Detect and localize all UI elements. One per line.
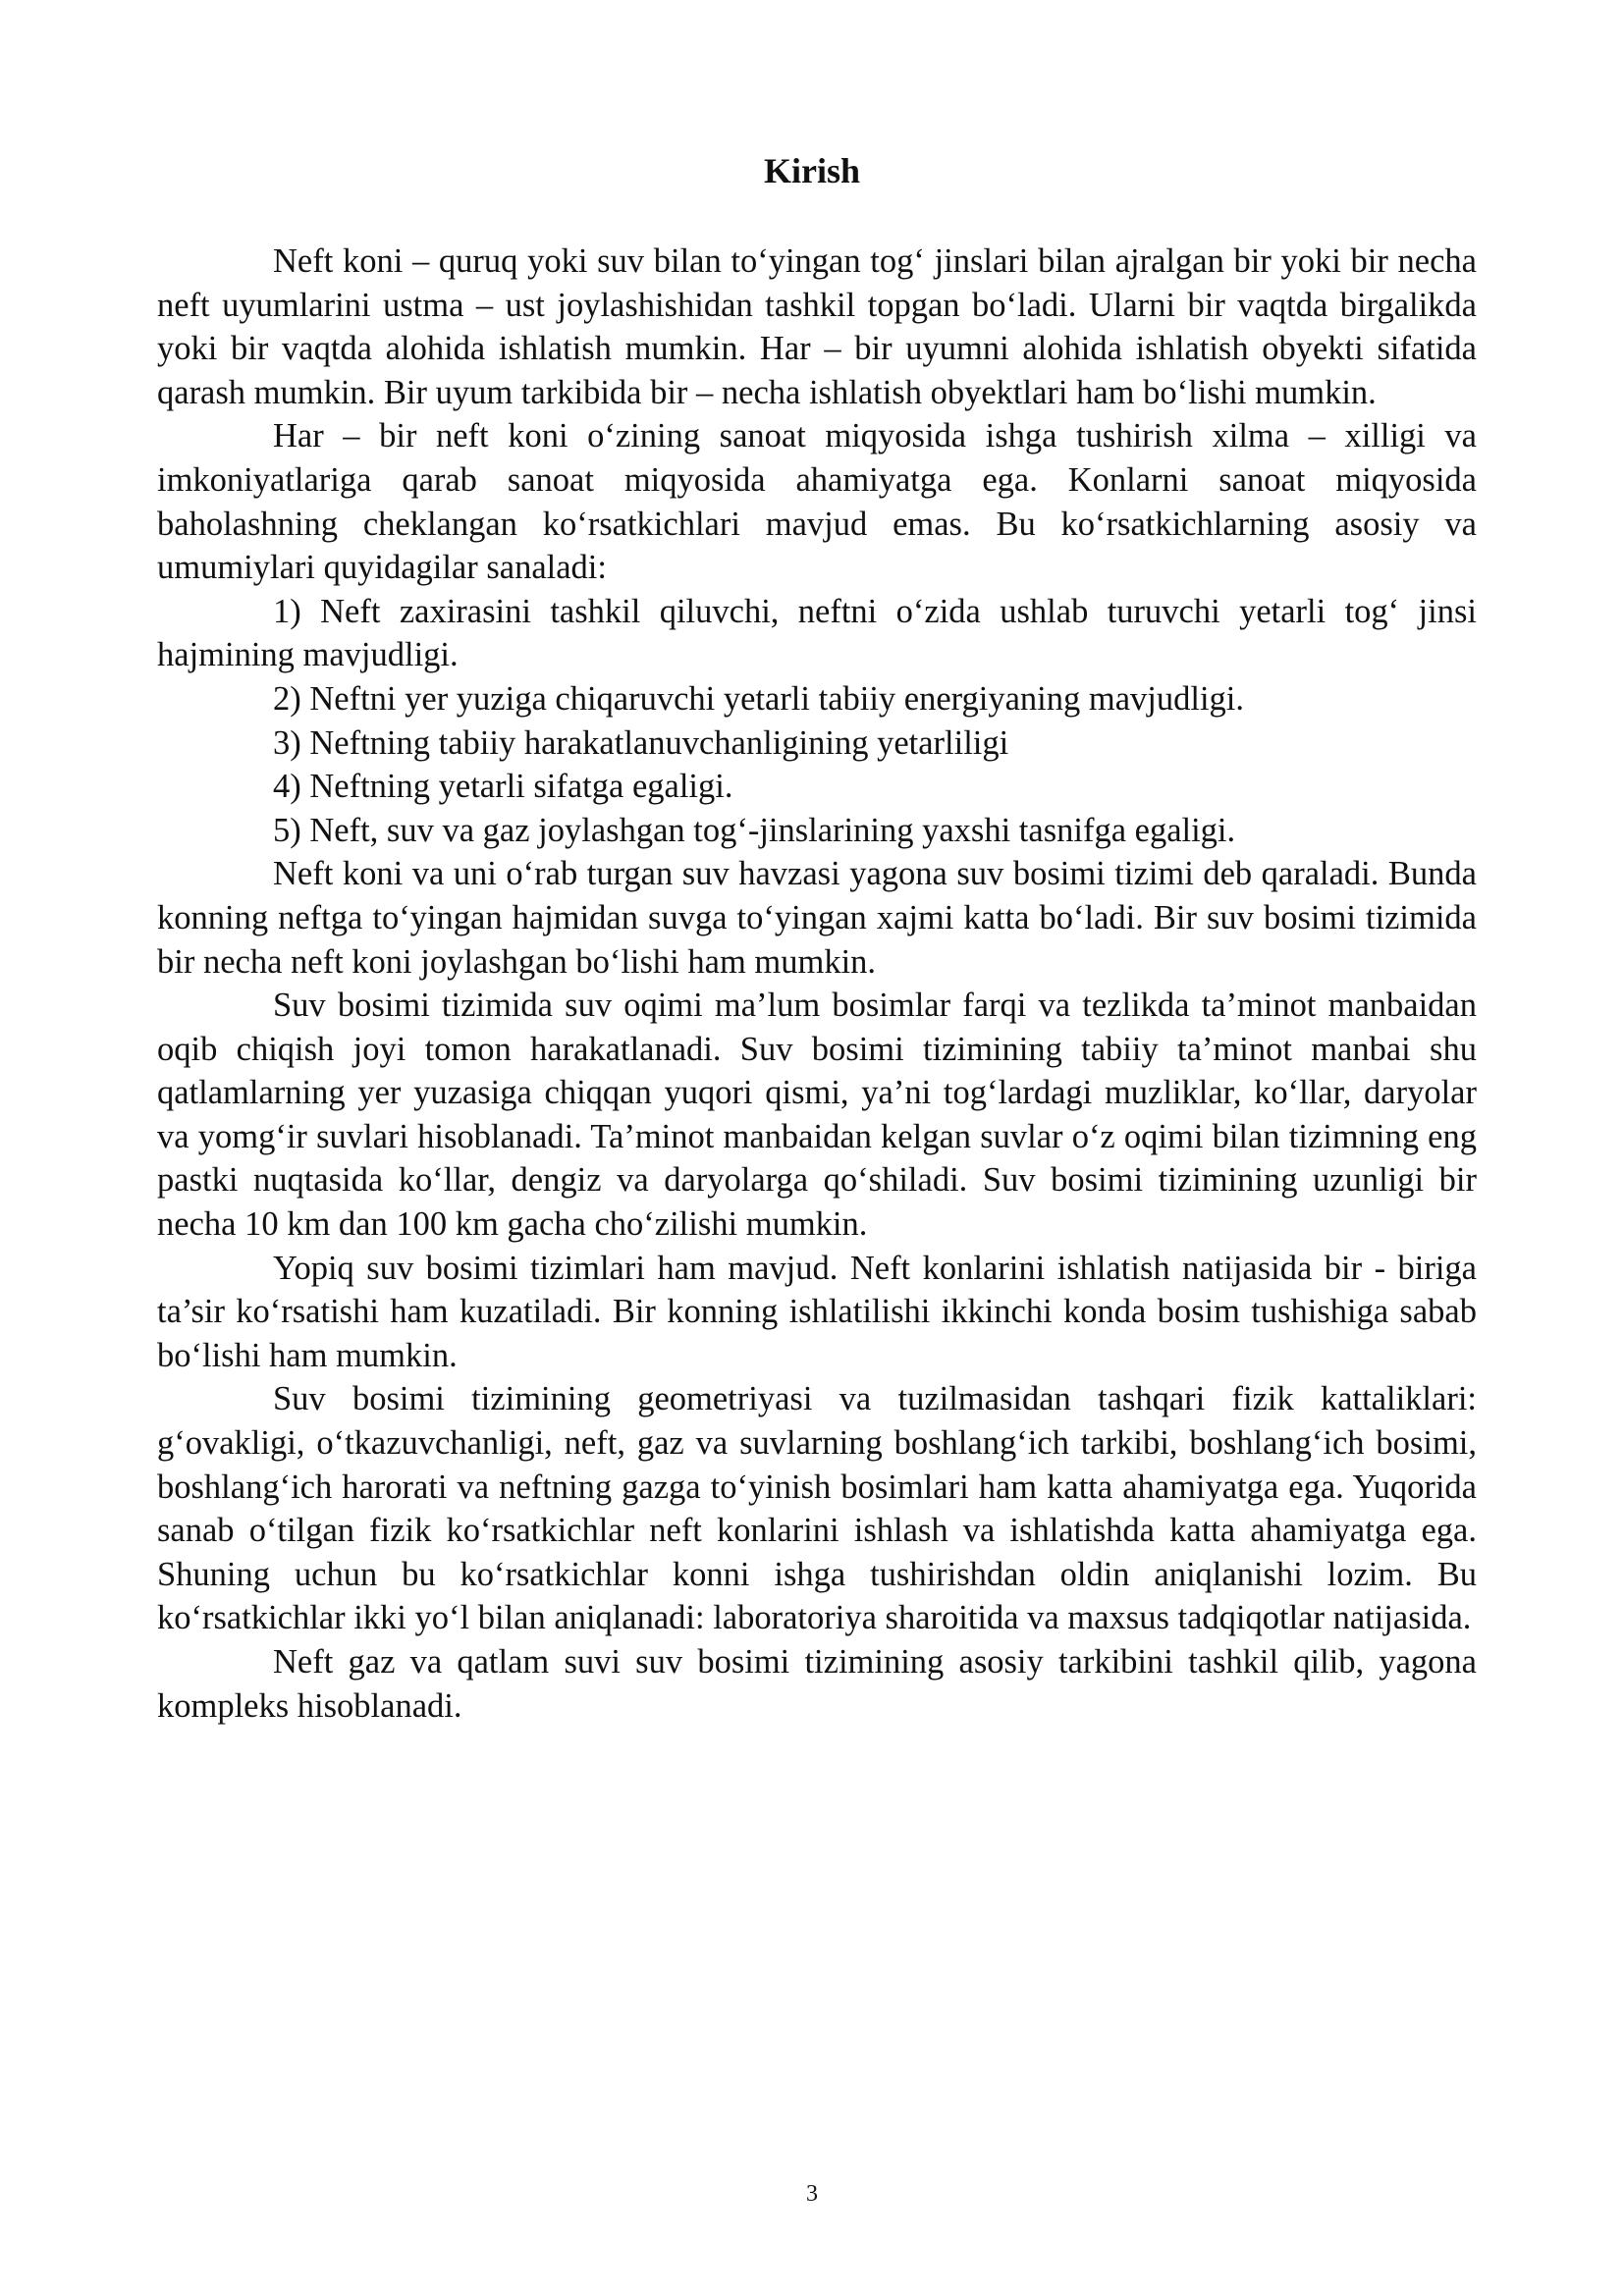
list-item: 5) Neft, suv va gaz joylashgan tog‘-jinslarining yaxshi tasnifga egaligi. (273, 811, 1236, 849)
list-item: 4) Neftning yetarli sifatga egaligi. (273, 768, 733, 806)
page-title: Kirish (763, 151, 860, 190)
body-text (157, 240, 1477, 1728)
paragraph: Neft koni – quruq yoki suv bilan to‘yingan tog‘ jinslari bilan ajralgan bir yoki bir necha neft uyumlarini ustma – ust joylashishidan tashkil topgan bo‘ladi. Ularni bir vaqtda birgalikda yoki bir vaqtda alohida ishlatish mumkin. Har – bir uyumni alohida ishlatish obyekti sifatida qarash mumkin. Bir uyum tarkibida bir – necha ishlatish obyektlari ham bo‘lishi mumkin. (157, 242, 1477, 411)
list-item: 2) Neftni yer yuziga chiqaruvchi yetarli tabiiy energiyaning mavjudligi. (273, 679, 1245, 718)
paragraph: Neft koni va uni o‘rab turgan suv havzasi yagona suv bosimi tizimi deb qaraladi. Bunda konning neftga to‘yingan hajmidan suvga to‘yingan xajmi katta bo‘ladi. Bir suv bosimi tizimida bir necha neft koni joylashgan bo‘lishi ham mumkin. (157, 855, 1477, 981)
list-item: 3) Neftning tabiiy harakatlanuvchanligining yetarliligi (273, 723, 1009, 762)
paragraph: Yopiq suv bosimi tizimlari ham mavjud. Neft konlarini ishlatish natijasida bir - biriga ta’sir ko‘rsatishi ham kuzatiladi. Bir konning ishlatilishi ikkinchi konda bosim tushishiga sabab bo‘lishi ham mumkin. (157, 1249, 1477, 1374)
paragraph: Suv bosimi tizimining geometriyasi va tuzilmasidan tashqari fizik kattaliklari: g‘ovakligi, o‘tkazuvchanligi, neft, gaz va suvlarning boshlang‘ich tarkibi, boshlang‘ich bosimi, boshlang‘ich harorati va neftning gazga to‘yinish bosimlari ham katta ahamiyatga ega. Yuqorida sanab o‘tilgan fizik ko‘rsatkichlar neft konlarini ishlash va ishlatishda katta ahamiyatga ega. Shuning uchun bu ko‘rsatkichlar konni ishga tushirishdan oldin aniqlanishi lozim. Bu ko‘rsatkichlar ikki yo‘l bilan aniqlanadi: laboratoriya sharoitida va maxsus tadqiqotlar natijasida. (157, 1380, 1477, 1637)
paragraph: Neft gaz va qatlam suvi suv bosimi tizimining asosiy tarkibini tashkil qilib, yagona kompleks hisoblanadi. (157, 1643, 1477, 1725)
paragraph: Suv bosimi tizimida suv oqimi ma’lum bosimlar farqi va tezlikda ta’minot manbaidan oqib chiqish joyi tomon harakatlanadi. Suv bosimi tizimining tabiiy ta’minot manbai shu qatlamlarning yer yuzasiga chiqqan yuqori qismi, ya’ni tog‘lardagi muzliklar, ko‘llar, daryolar va yomg‘ir suvlari hisoblanadi. Ta’minot manbaidan kelgan suvlar o‘z oqimi bilan tizimning eng pastki nuqtasida ko‘llar, dengiz va daryolarga qo‘shiladi. Suv bosimi tizimining uzunligi bir necha 10 km dan 100 km gacha cho‘zilishi mumkin. (157, 987, 1477, 1244)
page-number: 3 (806, 2181, 818, 2207)
paragraph: Har – bir neft koni o‘zining sanoat miqyosida ishga tushirish xilma – xilligi va imkoniyatlariga qarab sanoat miqyosida ahamiyatga ega. Konlarni sanoat miqyosida baholashning cheklangan ko‘rsatkichlari mavjud emas. Bu ko‘rsatkichlarning asosiy va umumiylari quyidagilar sanaladi: (157, 417, 1477, 587)
list-item: 1) Neft zaxirasini tashkil qiluvchi, neftni o‘zida ushlab turuvchi yetarli tog‘ jinsi hajmining mavjudligi. (157, 592, 1477, 674)
